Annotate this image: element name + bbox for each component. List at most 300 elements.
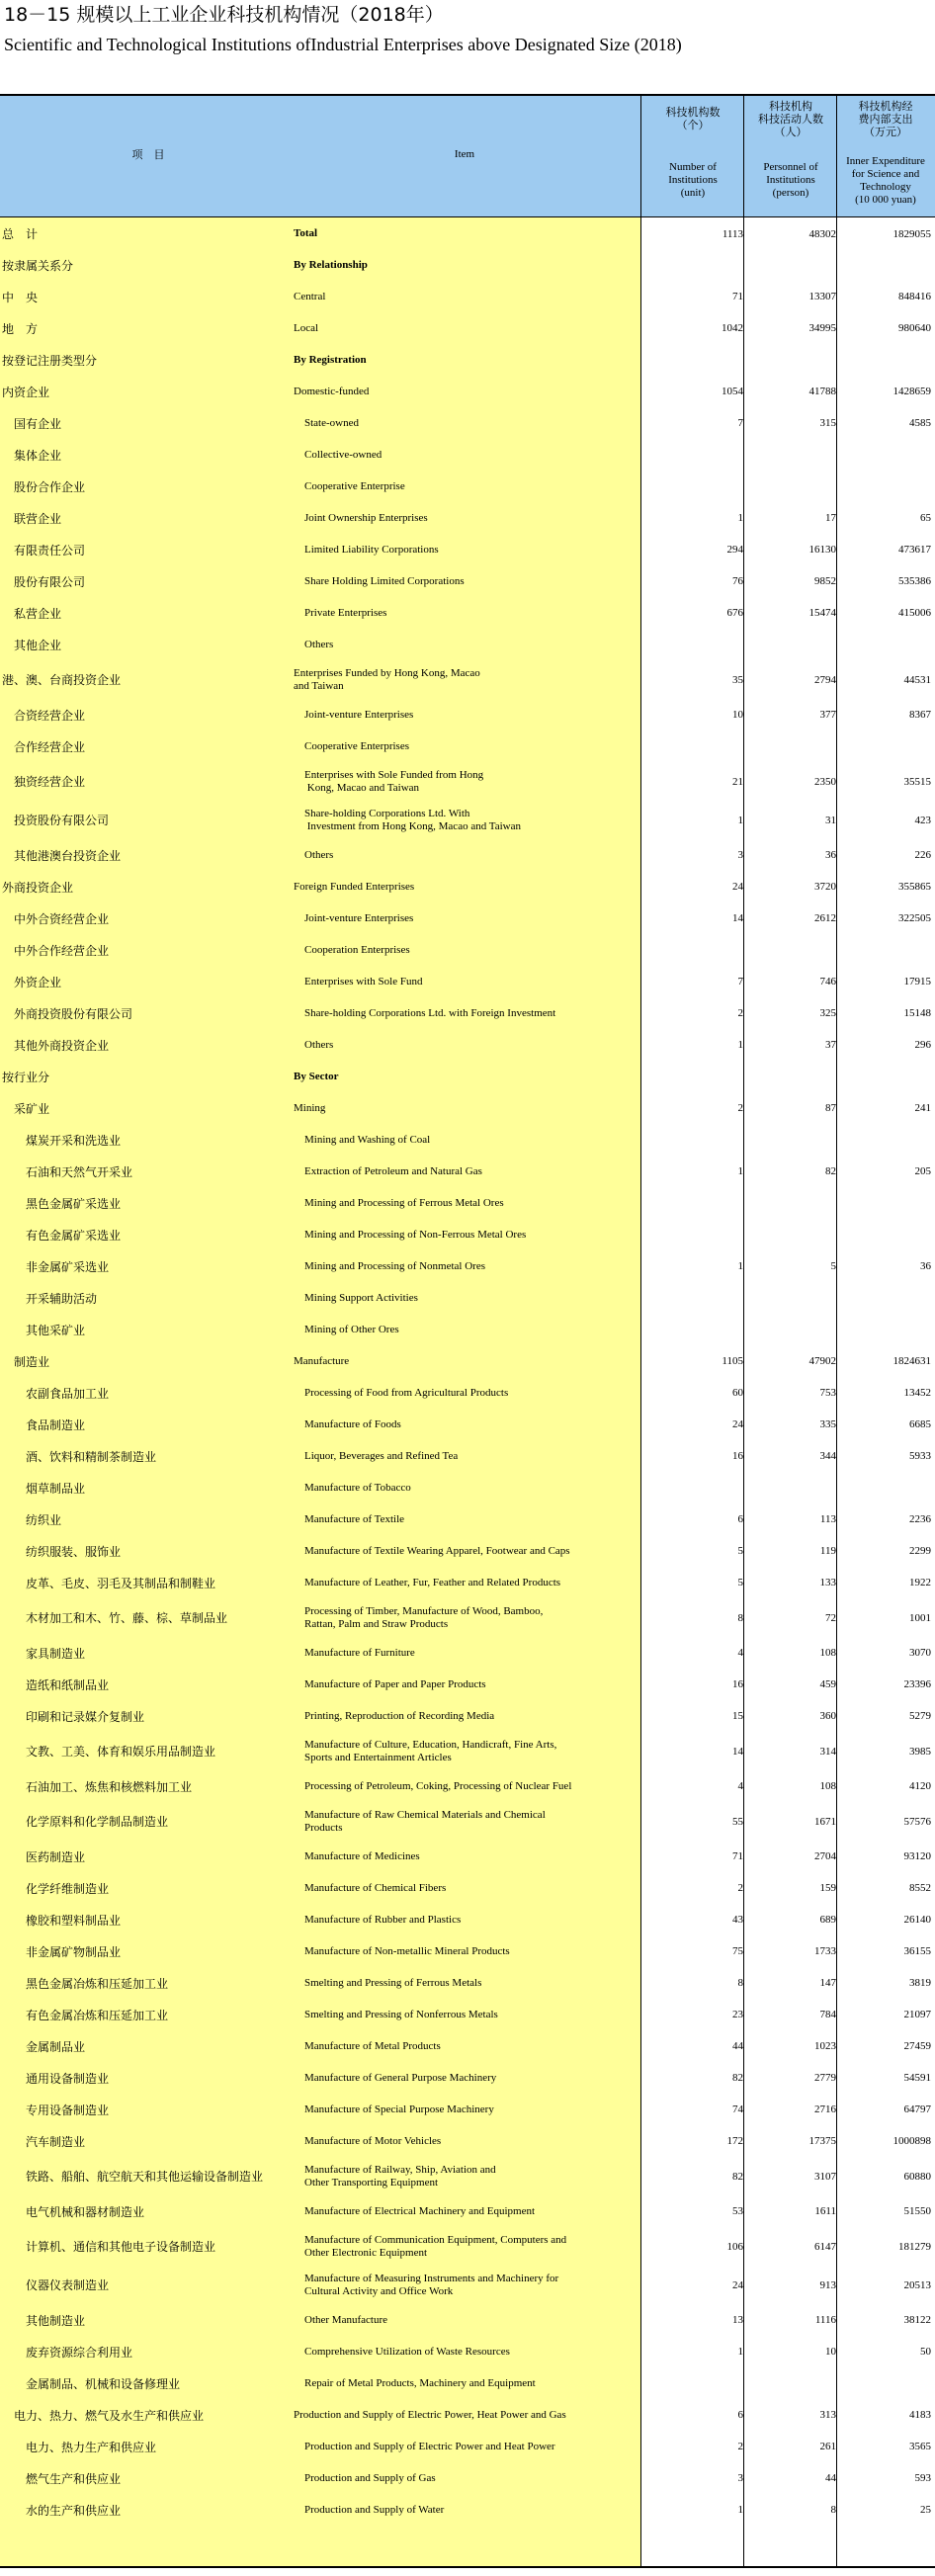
- personnel-cell: 87: [825, 1102, 836, 1114]
- personnel-cell: 37: [825, 1039, 836, 1051]
- row-label-en: Cooperation Enterprises: [294, 943, 410, 956]
- institutions-cell: 676: [726, 607, 743, 619]
- institutions-cell: [642, 1219, 743, 1250]
- row-label-en: Production and Supply of Electric Power and Heat Power: [294, 2440, 555, 2452]
- row-label-zh: 仪器仪表制造业: [2, 2278, 110, 2292]
- institutions-cell: 1: [737, 2504, 743, 2516]
- row-label-zh: 内资企业: [2, 385, 50, 399]
- row-label-zh: 计算机、通信和其他电子设备制造业: [2, 2240, 216, 2254]
- personnel-cell: [745, 1124, 836, 1156]
- table-row: [0, 1598, 935, 1637]
- table-row: [0, 534, 935, 565]
- institutions-cell: [642, 471, 743, 502]
- row-label-zh: 独资经营企业: [2, 775, 86, 789]
- table-row: [0, 871, 935, 902]
- row-label-zh: 通用设备制造业: [2, 2071, 110, 2086]
- personnel-cell: 108: [819, 1780, 836, 1792]
- row-label-en: Manufacture of Rubber and Plastics: [294, 1913, 462, 1926]
- table-row: [0, 502, 935, 534]
- row-label-zh: 有限责任公司: [2, 543, 86, 558]
- row-label-en: Joint Ownership Enterprises: [294, 511, 428, 524]
- row-label-zh: 铁路、船舶、航空航天和其他运输设备制造业: [2, 2170, 264, 2184]
- personnel-cell: 13307: [808, 291, 836, 302]
- row-label-zh: 按登记注册类型分: [2, 353, 98, 368]
- table-row: [0, 629, 935, 660]
- expenditure-cell: 60880: [903, 2170, 931, 2183]
- table-row: [0, 218, 935, 249]
- institutions-cell: 2: [737, 1007, 743, 1019]
- row-label-en: Manufacture of Textile: [294, 1512, 405, 1525]
- institutions-cell: 1: [737, 2346, 743, 2358]
- row-label-en: Share-holding Corporations Ltd. With Investment from Hong Kong, Macao and Taiwan: [303, 807, 521, 832]
- institutions-cell: 44: [732, 2040, 743, 2052]
- table-row: [0, 762, 935, 801]
- personnel-cell: 314: [819, 1745, 836, 1758]
- personnel-cell: 1023: [814, 2040, 836, 2052]
- expenditure-cell: 3565: [909, 2441, 931, 2452]
- personnel-cell: [745, 2367, 836, 2399]
- institutions-cell: 14: [732, 1745, 743, 1758]
- expenditure-cell: 50: [920, 2346, 931, 2358]
- row-label-en: Others: [294, 1038, 334, 1051]
- institutions-cell: 1: [737, 1039, 743, 1051]
- row-label-en: Share-holding Corporations Ltd. with Foreign Investment: [294, 1006, 556, 1019]
- personnel-cell: 325: [819, 1007, 836, 1019]
- row-label-en: Production and Supply of Water: [294, 2503, 445, 2516]
- personnel-cell: 159: [819, 1882, 836, 1894]
- row-label-en: Smelting and Pressing of Nonferrous Metals: [294, 2008, 498, 2020]
- row-label-zh: 农副食品加工业: [2, 1386, 110, 1401]
- header-col2-zh: 科技机构 科技活动人数 （人）: [758, 100, 823, 138]
- expenditure-cell: 296: [914, 1039, 931, 1051]
- expenditure-cell: [838, 471, 931, 502]
- personnel-cell: 784: [819, 2009, 836, 2020]
- personnel-cell: 147: [819, 1977, 836, 1989]
- expenditure-cell: [838, 1314, 931, 1345]
- institutions-cell: [642, 1282, 743, 1314]
- row-label-zh: 化学原料和化学制品制造业: [2, 1815, 169, 1829]
- row-label-en: Foreign Funded Enterprises: [294, 880, 415, 893]
- personnel-cell: 9852: [814, 575, 836, 587]
- row-label-en: By Registration: [294, 353, 367, 366]
- table-row: [0, 1770, 935, 1802]
- personnel-cell: 2612: [814, 912, 836, 924]
- row-label-en: Collective-owned: [294, 448, 382, 461]
- table-row: [0, 1440, 935, 1472]
- row-label-en: Local: [294, 321, 319, 334]
- institutions-cell: [642, 730, 743, 762]
- institutions-cell: 5: [737, 1577, 743, 1589]
- personnel-cell: 2350: [814, 775, 836, 788]
- table-row: [0, 2125, 935, 2157]
- institutions-cell: 172: [726, 2135, 743, 2147]
- row-label-en: Cooperative Enterprises: [294, 739, 409, 752]
- row-label-zh: 皮革、毛皮、羽毛及其制品和制鞋业: [2, 1576, 216, 1590]
- personnel-cell: [745, 1061, 836, 1092]
- expenditure-cell: 226: [914, 849, 931, 861]
- institutions-cell: [642, 1061, 743, 1092]
- institutions-cell: 3: [737, 2472, 743, 2484]
- institutions-cell: 24: [732, 2278, 743, 2291]
- personnel-cell: 261: [819, 2441, 836, 2452]
- institutions-cell: 1042: [722, 322, 743, 334]
- expenditure-cell: 57576: [903, 1815, 931, 1828]
- personnel-cell: 16130: [808, 544, 836, 556]
- personnel-cell: 313: [819, 2409, 836, 2421]
- expenditure-cell: 27459: [903, 2040, 931, 2052]
- expenditure-cell: [838, 629, 931, 660]
- row-label-zh: 纺织服装、服饰业: [2, 1544, 122, 1559]
- institutions-cell: 6: [737, 2409, 743, 2421]
- row-label-en: Printing, Reproduction of Recording Media: [294, 1709, 495, 1722]
- row-label-en: Manufacture of Special Purpose Machinery: [294, 2103, 494, 2115]
- personnel-cell: [745, 1314, 836, 1345]
- institutions-cell: 1: [737, 1260, 743, 1272]
- table-row: [0, 407, 935, 439]
- expenditure-cell: [838, 934, 931, 966]
- row-label-zh: 按隶属关系分: [2, 258, 74, 273]
- row-label-en: Manufacture of Textile Wearing Apparel, Footwear and Caps: [294, 1544, 570, 1557]
- personnel-cell: 2716: [814, 2104, 836, 2115]
- expenditure-cell: 5279: [909, 1710, 931, 1722]
- row-label-en: Processing of Timber, Manufacture of Wood, Bamboo, Rattan, Palm and Straw Products: [303, 1604, 544, 1630]
- row-label-zh: 石油和天然气开采业: [2, 1164, 133, 1179]
- row-label-zh: 橡胶和塑料制品业: [2, 1913, 122, 1928]
- row-label-en: Cooperative Enterprise: [294, 479, 405, 492]
- row-label-en: Total: [294, 227, 318, 239]
- institutions-cell: 3: [737, 849, 743, 861]
- row-label-zh: 集体企业: [2, 448, 62, 463]
- personnel-cell: 5: [830, 1260, 836, 1272]
- table-row: [0, 597, 935, 629]
- row-label-en: Manufacture of Electrical Machinery and Equipment: [294, 2204, 536, 2217]
- expenditure-cell: 1000898: [892, 2135, 931, 2147]
- personnel-cell: [745, 1219, 836, 1250]
- row-label-zh: 医药制造业: [2, 1849, 86, 1864]
- row-label-zh: 外商投资企业: [2, 880, 74, 895]
- expenditure-cell: [838, 730, 931, 762]
- expenditure-cell: 4585: [909, 417, 931, 429]
- institutions-cell: 7: [737, 976, 743, 987]
- row-label-zh: 黑色金属冶炼和压延加工业: [2, 1976, 169, 1991]
- row-label-en: Production and Supply of Electric Power, Heat Power and Gas: [294, 2408, 566, 2421]
- row-label-zh: 投资股份有限公司: [2, 814, 110, 827]
- table-row: [0, 2062, 935, 2094]
- expenditure-cell: 848416: [898, 291, 931, 302]
- row-label-en: Manufacture of Tobacco: [294, 1481, 411, 1494]
- personnel-cell: 44: [825, 2472, 836, 2484]
- table-row: [0, 281, 935, 312]
- institutions-cell: 4: [737, 1780, 743, 1792]
- expenditure-cell: 593: [914, 2472, 931, 2484]
- header-col1-en: Number of Institutions (unit): [668, 161, 718, 199]
- expenditure-cell: 1428659: [892, 386, 931, 397]
- expenditure-cell: 322505: [898, 912, 931, 924]
- expenditure-cell: 3070: [909, 1647, 931, 1659]
- expenditure-cell: 38122: [903, 2314, 931, 2326]
- row-label-en: Manufacture of Furniture: [294, 1646, 415, 1659]
- personnel-cell: 1611: [814, 2205, 836, 2217]
- institutions-cell: 24: [732, 1418, 743, 1430]
- personnel-cell: 746: [819, 976, 836, 987]
- expenditure-cell: [838, 1061, 931, 1092]
- row-label-zh: 造纸和纸制品业: [2, 1677, 110, 1692]
- personnel-cell: [745, 249, 836, 281]
- row-label-en: Manufacture of Motor Vehicles: [294, 2134, 442, 2147]
- row-label-zh: 采矿业: [2, 1101, 50, 1116]
- row-label-en: Mining and Processing of Ferrous Metal Ores: [294, 1196, 504, 1209]
- personnel-cell: [745, 934, 836, 966]
- row-label-zh: 外商投资股份有限公司: [2, 1006, 133, 1021]
- row-label-zh: 金属制品、机械和设备修理业: [2, 2376, 181, 2391]
- expenditure-cell: 1922: [909, 1577, 931, 1589]
- institutions-cell: 1: [737, 512, 743, 524]
- table-row: [0, 1567, 935, 1598]
- row-label-en: Joint-venture Enterprises: [294, 911, 414, 924]
- row-label-en: Liquor, Beverages and Refined Tea: [294, 1449, 459, 1462]
- institutions-cell: [642, 1124, 743, 1156]
- row-label-en: Central: [294, 290, 326, 302]
- table-row: [0, 801, 935, 839]
- personnel-cell: [745, 344, 836, 376]
- table-row: [0, 1503, 935, 1535]
- row-label-en: By Sector: [294, 1070, 339, 1082]
- expenditure-cell: 241: [914, 1102, 931, 1114]
- table-row: [0, 1314, 935, 1345]
- personnel-cell: [745, 730, 836, 762]
- institutions-cell: 13: [732, 2314, 743, 2326]
- header-col2-en: Personnel of Institutions (person): [763, 161, 818, 199]
- row-label-en: Mining and Washing of Coal: [294, 1133, 431, 1146]
- table-row: [0, 439, 935, 471]
- expenditure-cell: [838, 1219, 931, 1250]
- table-row: [0, 2227, 935, 2266]
- expenditure-cell: 15148: [903, 1007, 931, 1019]
- personnel-cell: 15474: [808, 607, 836, 619]
- table-title-en: Scientific and Technological Institutions ofIndustrial Enterprises above Designated Size (2018): [4, 35, 682, 54]
- expenditure-cell: [838, 439, 931, 471]
- table-row: [0, 1802, 935, 1841]
- row-label-en: Other Manufacture: [294, 2313, 387, 2326]
- row-label-zh: 非金属矿采选业: [2, 1259, 110, 1274]
- expenditure-cell: [838, 1282, 931, 1314]
- institutions-cell: 6: [737, 1513, 743, 1525]
- row-label-zh: 非金属矿物制品业: [2, 1944, 122, 1959]
- institutions-cell: 75: [732, 1945, 743, 1957]
- institutions-cell: 10: [732, 709, 743, 721]
- expenditure-cell: 4183: [909, 2409, 931, 2421]
- institutions-cell: [642, 1314, 743, 1345]
- row-label-en: Private Enterprises: [294, 606, 387, 619]
- expenditure-cell: 415006: [898, 607, 931, 619]
- row-label-en: Repair of Metal Products, Machinery and Equipment: [294, 2376, 536, 2389]
- table-row: [0, 376, 935, 407]
- expenditure-cell: 51550: [903, 2205, 931, 2217]
- table-row: [0, 2336, 935, 2367]
- row-label-en: Comprehensive Utilization of Waste Resources: [294, 2345, 510, 2358]
- institutions-cell: [642, 1472, 743, 1503]
- expenditure-cell: 8367: [909, 709, 931, 721]
- expenditure-cell: 20513: [903, 2278, 931, 2291]
- personnel-cell: 315: [819, 417, 836, 429]
- row-label-en: Manufacture of Communication Equipment, Computers and Other Electronic Equipment: [303, 2233, 567, 2259]
- table-row: [0, 2462, 935, 2494]
- table-row: [0, 1999, 935, 2030]
- table-row: [0, 1669, 935, 1700]
- row-label-zh: 合资经营企业: [2, 708, 86, 723]
- row-label-en: Domestic-funded: [294, 385, 370, 397]
- institutions-cell: 60: [732, 1387, 743, 1399]
- institutions-cell: 16: [732, 1450, 743, 1462]
- row-label-zh: 木材加工和木、竹、藤、棕、草制品业: [2, 1611, 228, 1625]
- table-row: [0, 902, 935, 934]
- personnel-cell: 47902: [808, 1355, 836, 1367]
- row-label-en: Manufacture of Metal Products: [294, 2039, 441, 2052]
- institutions-cell: 8: [737, 1977, 743, 1989]
- table-row: [0, 730, 935, 762]
- table-row: [0, 1967, 935, 1999]
- institutions-cell: 55: [732, 1815, 743, 1828]
- expenditure-cell: 4120: [909, 1780, 931, 1792]
- table-row: [0, 660, 935, 699]
- institutions-cell: 14: [732, 912, 743, 924]
- institutions-cell: 1105: [722, 1355, 743, 1367]
- table-row: [0, 2157, 935, 2195]
- institutions-cell: [642, 1187, 743, 1219]
- row-label-zh: 开采辅助活动: [2, 1291, 98, 1306]
- row-label-en: Manufacture of Culture, Education, Handicraft, Fine Arts, Sports and Entertainment Articles: [303, 1738, 557, 1763]
- personnel-cell: 119: [819, 1545, 836, 1557]
- expenditure-cell: 181279: [898, 2240, 931, 2253]
- table-row: [0, 1637, 935, 1669]
- row-label-zh: 其他制造业: [2, 2313, 86, 2328]
- row-label-en: Mining of Other Ores: [294, 1323, 399, 1335]
- expenditure-cell: 64797: [903, 2104, 931, 2115]
- row-label-zh: 中 央: [2, 290, 39, 304]
- row-label-zh: 家具制造业: [2, 1646, 86, 1661]
- row-label-zh: 其他港澳台投资企业: [2, 848, 122, 863]
- expenditure-cell: 65: [920, 512, 931, 524]
- institutions-cell: 21: [732, 775, 743, 788]
- header-item-zh: 项 目: [131, 148, 165, 161]
- row-label-zh: 酒、饮料和精制茶制造业: [2, 1449, 157, 1464]
- personnel-cell: 360: [819, 1710, 836, 1722]
- institutions-cell: [642, 249, 743, 281]
- institutions-cell: 53: [732, 2205, 743, 2217]
- row-label-zh: 国有企业: [2, 416, 62, 431]
- institutions-cell: 1: [737, 814, 743, 826]
- expenditure-cell: 35515: [903, 775, 931, 788]
- table-row: [0, 1409, 935, 1440]
- row-label-en: Mining Support Activities: [294, 1291, 418, 1304]
- expenditure-cell: 1829055: [892, 227, 931, 240]
- expenditure-cell: 13452: [903, 1387, 931, 1399]
- table-row: [0, 2304, 935, 2336]
- institutions-cell: 82: [732, 2072, 743, 2084]
- institutions-cell: 1: [737, 1165, 743, 1177]
- institutions-cell: 71: [732, 1850, 743, 1862]
- table-row: [0, 2094, 935, 2125]
- institutions-cell: 7: [737, 417, 743, 429]
- row-label-zh: 汽车制造业: [2, 2134, 86, 2149]
- row-label-zh: 联营企业: [2, 511, 62, 526]
- personnel-cell: 3720: [814, 881, 836, 893]
- row-label-zh: 废弃资源综合利用业: [2, 2345, 133, 2360]
- table-row: [0, 1061, 935, 1092]
- personnel-cell: 2794: [814, 673, 836, 686]
- personnel-cell: 8: [830, 2504, 836, 2516]
- expenditure-cell: [838, 1472, 931, 1503]
- row-label-zh: 地 方: [2, 321, 39, 336]
- row-label-en: Manufacture of General Purpose Machinery: [294, 2071, 497, 2084]
- row-label-en: Manufacture of Railway, Ship, Aviation and Other Transporting Equipment: [303, 2163, 496, 2189]
- personnel-cell: 689: [819, 1914, 836, 1926]
- row-label-en: Manufacture of Foods: [294, 1417, 401, 1430]
- institutions-cell: 24: [732, 881, 743, 893]
- expenditure-cell: [838, 2367, 931, 2399]
- row-label-en: Manufacture of Non-metallic Mineral Products: [294, 1944, 510, 1957]
- expenditure-cell: 5933: [909, 1450, 931, 1462]
- row-label-en: Processing of Petroleum, Coking, Processing of Nuclear Fuel: [294, 1779, 572, 1792]
- personnel-cell: 6147: [814, 2240, 836, 2253]
- expenditure-cell: 980640: [898, 322, 931, 334]
- table-top-border: [0, 94, 935, 96]
- row-label-en: State-owned: [294, 416, 359, 429]
- expenditure-cell: 2299: [909, 1545, 931, 1557]
- table-bottom-border: [0, 2566, 935, 2568]
- personnel-cell: 133: [819, 1577, 836, 1589]
- personnel-cell: 1733: [814, 1945, 836, 1957]
- row-label-zh: 电力、热力、燃气及水生产和供应业: [2, 2408, 205, 2423]
- row-label-zh: 化学纤维制造业: [2, 1881, 110, 1896]
- table-row: [0, 2367, 935, 2399]
- row-label-en: Others: [294, 638, 334, 650]
- expenditure-cell: 423: [914, 814, 931, 826]
- institutions-cell: 8: [737, 1611, 743, 1624]
- row-label-en: Manufacture of Chemical Fibers: [294, 1881, 447, 1894]
- expenditure-cell: 8552: [909, 1882, 931, 1894]
- personnel-cell: 17: [825, 512, 836, 524]
- header-col3-zh: 科技机构经 费内部支出 （万元）: [858, 100, 913, 138]
- expenditure-cell: [838, 249, 931, 281]
- expenditure-cell: 3819: [909, 1977, 931, 1989]
- table-row: [0, 997, 935, 1029]
- header-item-en: Item: [454, 148, 475, 160]
- table-row: [0, 1092, 935, 1124]
- expenditure-cell: 1824631: [892, 1355, 931, 1367]
- expenditure-cell: 355865: [898, 881, 931, 893]
- expenditure-cell: 25: [920, 2504, 931, 2516]
- personnel-cell: 2779: [814, 2072, 836, 2084]
- table-row: [0, 839, 935, 871]
- expenditure-cell: 535386: [898, 575, 931, 587]
- personnel-cell: 1671: [814, 1815, 836, 1828]
- row-label-en: By Relationship: [294, 258, 368, 271]
- row-label-en: Manufacture: [294, 1354, 350, 1367]
- personnel-cell: 459: [819, 1678, 836, 1690]
- row-label-zh: 其他企业: [2, 638, 62, 652]
- data-table: [0, 94, 935, 2568]
- personnel-cell: 344: [819, 1450, 836, 1462]
- row-label-zh: 电力、热力生产和供应业: [2, 2440, 157, 2454]
- row-label-en: Enterprises with Sole Fund: [294, 975, 423, 987]
- expenditure-cell: 3985: [909, 1745, 931, 1758]
- expenditure-cell: 473617: [898, 544, 931, 556]
- table-row: [0, 934, 935, 966]
- row-label-en: Joint-venture Enterprises: [294, 708, 414, 721]
- row-label-zh: 印刷和记录媒介复制业: [2, 1709, 145, 1724]
- row-label-zh: 煤炭开采和洗选业: [2, 1133, 122, 1148]
